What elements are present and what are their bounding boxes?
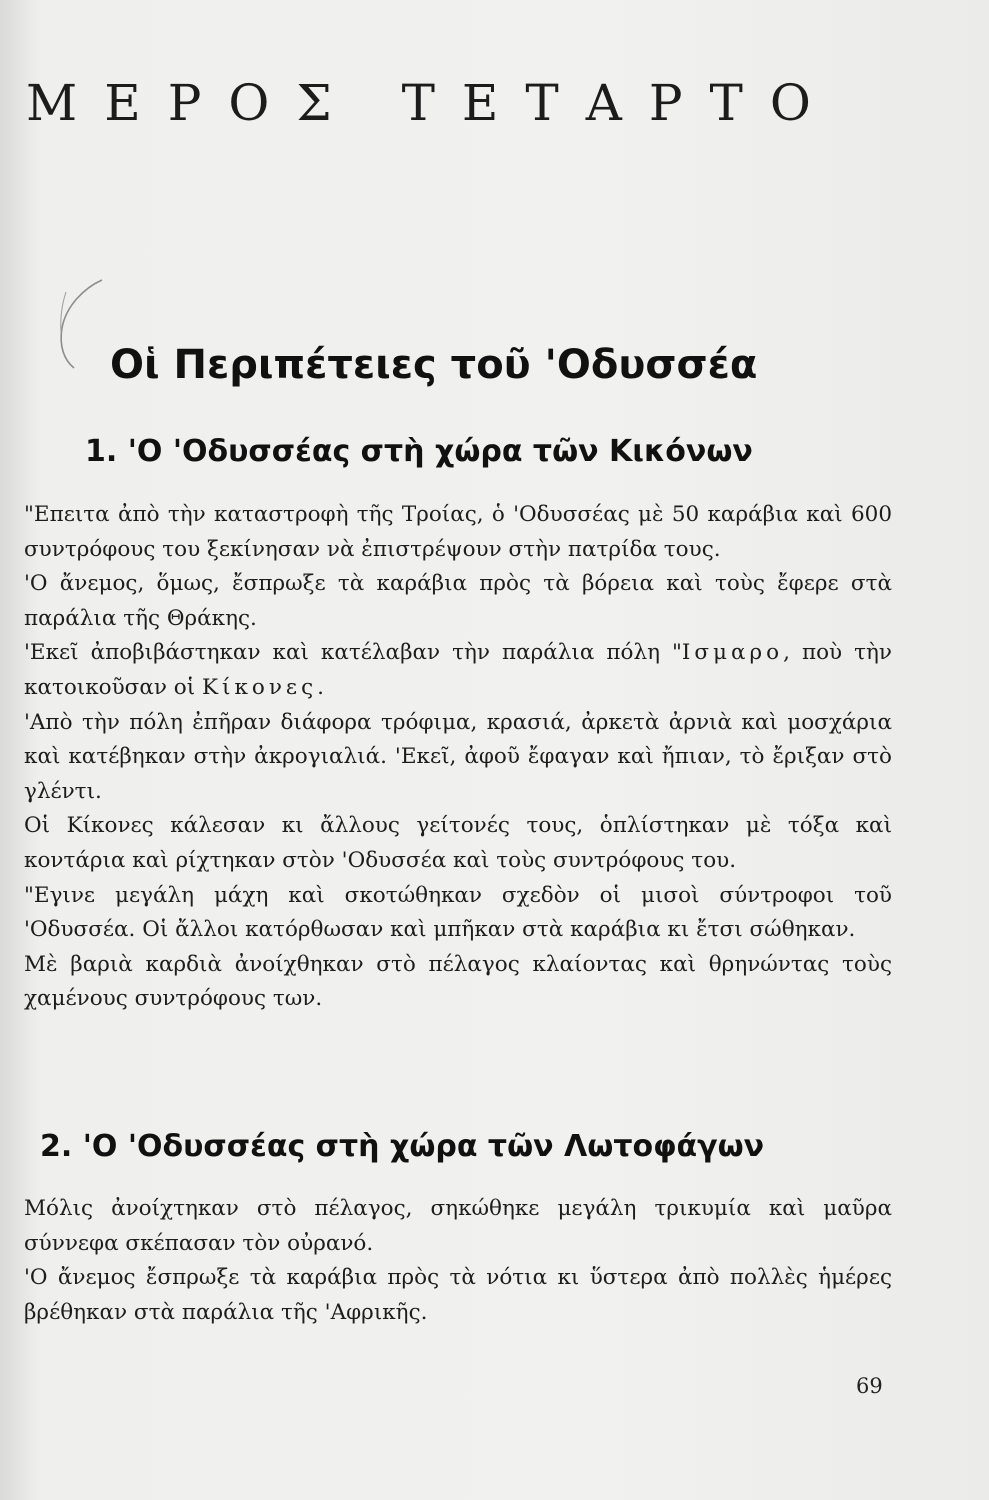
paragraph: "Επειτα ἀπὸ τὴν καταστροφὴ τῆς Τροίας, ὁ 'Οδυσσέας μὲ 50 καράβια καὶ 600 συντρόφους του ξεκίνησαν νὰ ἐπιστρέψουν στὴν πατρίδα τους. (24, 502, 892, 562)
paragraph: "Εγινε μεγάλη μάχη καὶ σκοτώθηκαν σχεδὸν οἱ μισοὶ σύντροφοι τοῦ 'Οδυσσέα. Οἱ ἄλλοι κατόρθωσαν καὶ μπῆκαν στὰ καράβια κι ἔτσι σώθηκαν. (24, 882, 892, 943)
paragraph: Οἱ Κίκονες κάλεσαν κι ἄλλους γείτονές τους, ὁπλίστηκαν μὲ τόξα καὶ κοντάρια καὶ ρίχτηκαν στὸν 'Οδυσσέα καὶ τοὺς συντρόφους του. (24, 813, 892, 873)
main-title: Οἱ Περιπέτειες τοῦ 'Οδυσσέα (110, 342, 758, 388)
paragraph: Μὲ βαριὰ καρδιὰ ἀνοίχθηκαν στὸ πέλαγος κλαίοντας καὶ θρηνώντας τοὺς χαμένους συντρόφους των. (24, 951, 892, 1012)
paragraph: 'Ο ἄνεμος, ὅμως, ἔσπρωξε τὰ καράβια πρὸς τὰ βόρεια καὶ τοὺς ἔφερε στὰ παράλια τῆς Θράκης. (24, 571, 892, 631)
paragraph-text: . (317, 674, 324, 700)
paragraph-text: , ποὺ τὴν κατοικοῦσαν οἱ (24, 640, 892, 700)
section-body-lotophagoi (24, 1192, 892, 1330)
pencil-mark-icon (44, 276, 114, 376)
section-heading-kikones: 1. 'Ο 'Οδυσσέας στὴ χώρα τῶν Κικόνων (85, 434, 753, 469)
paragraph: 'Απὸ τὴν πόλη ἐπῆραν διάφορα τρόφιμα, κρασιά, ἀρκετὰ ἀρνιὰ καὶ μοσχάρια καὶ κατέβηκαν στὴν ἀκρογιαλιά. 'Εκεῖ, ἀφοῦ ἔφαγαν καὶ ἤπιαν, τὸ ἔριξαν στὸ γλέντι. (24, 709, 892, 804)
part-title: ΜΕΡΟΣ ΤΕΤΑΡΤΟ (26, 74, 838, 132)
place-name-ismaros: Ισμαρο (681, 640, 784, 666)
paragraph: Μόλις ἀνοίχτηκαν στὸ πέλαγος, σηκώθηκε μεγάλη τρικυμία καὶ μαῦρα σύννεφα σκέπασαν τὸν οὐρανό. (24, 1196, 892, 1256)
section-body-kikones (24, 498, 892, 1017)
people-name-kikones: Κίκονες (201, 674, 318, 700)
section-heading-lotophagoi: 2. 'Ο 'Οδυσσέας στὴ χώρα τῶν Λωτοφάγων (40, 1129, 765, 1164)
paragraph-ismaros (24, 636, 892, 705)
paragraph-text: 'Εκεῖ ἀποβιβάστηκαν καὶ κατέλαβαν τὴν παράλια πόλη " (24, 640, 682, 666)
paragraph: 'Ο ἄνεμος ἔσπρωξε τὰ καράβια πρὸς τὰ νότια κι ὕστερα ἀπὸ πολλὲς ἡμέρες βρέθηκαν στὰ παράλια τῆς 'Αφρικῆς. (24, 1265, 892, 1325)
page-number: 69 (856, 1374, 883, 1398)
